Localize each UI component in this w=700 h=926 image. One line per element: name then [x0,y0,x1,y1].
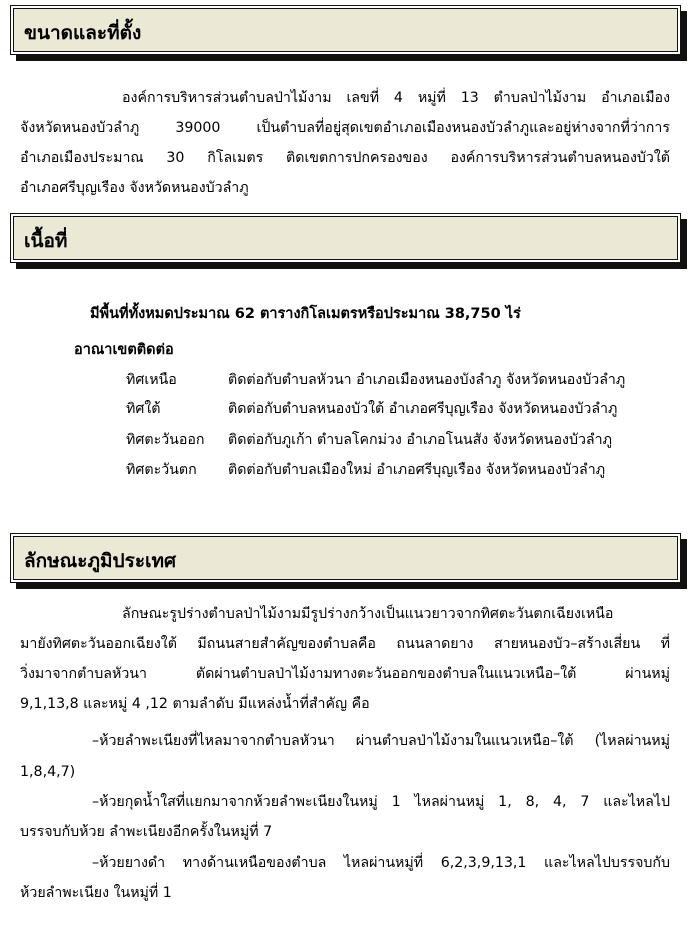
paragraph-line: ลักษณะรูปร่างตำบลป่าไม้งามมีรูปร่างกว้างเป็นแนวยาวจากทิศตะวันตกเฉียงเหนือ [122,606,614,622]
section-title: เนื้อที่ [24,230,68,252]
paragraph-line: อำเภอศรีบุญเรือง จังหวัดหนองบัวลำภู [20,180,249,196]
paragraph-line: องค์การบริหารส่วนตำบลป่าไม้งาม เลขที่ 4 หมู่ที่ 13 ตำบลป่าไม้งาม อำเภอเมือง [122,90,670,106]
section-header-area [13,216,678,260]
paragraph-line: 9,1,13,8 และหมู่ 4 ,12 ตามลำดับ มีแหล่งน้ำที่สำคัญ คือ [20,696,370,712]
boundary-description: ติดต่อกับตำบลเมืองใหม่ อำเภอศรีบุญเรือง จังหวัดหนองบัวลำภู [228,462,606,478]
paragraph-line: ห้วยลำพะเนียง ในหมู่ที่ 1 [20,885,172,901]
boundary-direction: ทิศเหนือ [126,372,177,388]
paragraph-line: บรรจบกับห้วย ลำพะเนียงอีกครั้งในหมู่ที่ 7 [20,824,273,840]
paragraph-line: จังหวัดหนองบัวลำภู 39000 เป็นตำบลที่อยู่สุดเขตอำเภอเมืองหนองบัวลำภูและอยู่ห่างจากที่ว่าการ [20,120,670,136]
paragraph-line: –ห้วยยางดำ ทางด้านเหนือของตำบล ไหลผ่านหมู่ที่ 6,2,3,9,13,1 และไหลไปบรรจบกับ [92,855,670,871]
boundary-direction: ทิศตะวันออก [126,432,205,448]
paragraph-line: 1,8,4,7) [20,764,76,780]
paragraph-line: –ห้วยลำพะเนียงที่ไหลมาจากตำบลหัวนา ผ่านตำบลป่าไม้งามในแนวเหนือ–ใต้ (ไหลผ่านหมู่ [92,733,670,749]
paragraph-line: อำเภอเมืองประมาณ 30 กิโลเมตร ติดเขตการปกครองของ องค์การบริหารส่วนตำบลหนองบัวใต้ [20,150,670,166]
boundary-description: ติดต่อกับตำบลหนองบัวใต้ อำเภอศรีบุญเรือง จังหวัดหนองบัวลำภู [228,401,618,417]
boundary-heading: อาณาเขตติดต่อ [74,342,174,358]
boundary-direction: ทิศตะวันตก [126,462,197,478]
boundary-description: ติดต่อกับภูเก้า ตำบลโคกม่วง อำเภอโนนสัง จังหวัดหนองบัวลำภู [228,432,612,448]
section-title: ลักษณะภูมิประเทศ [24,550,177,572]
section-title: ขนาดและที่ตั้ง [24,22,142,44]
area-total: มีพื้นที่ทั้งหมดประมาณ 62 ตารางกิโลเมตรหรือประมาณ 38,750 ไร่ [90,306,521,322]
section-header-topography [13,536,678,580]
paragraph-line: วิ่งมาจากตำบลหัวนา ตัดผ่านตำบลป่าไม้งามทางตะวันออกของตำบลในแนวเหนือ–ใต้ ผ่านหมู่ [20,666,670,682]
boundary-direction: ทิศใต้ [126,401,161,417]
section-header-size-location [13,8,678,52]
paragraph-line: มายังทิศตะวันออกเฉียงใต้ มีถนนสายสำคัญของตำบลคือ ถนนลาดยาง สายหนองบัว–สร้างเสี่ยน ที่ [20,636,670,652]
paragraph-line: –ห้วยกุดน้ำใสที่แยกมาจากห้วยลำพะเนียงในหมู่ 1 ไหลผ่านหมู่ 1, 8, 4, 7 และไหลไป [92,794,670,810]
boundary-description: ติดต่อกับตำบลหัวนา อำเภอเมืองหนองบังลำภู จังหวัดหนองบัวลำภู [228,372,626,388]
